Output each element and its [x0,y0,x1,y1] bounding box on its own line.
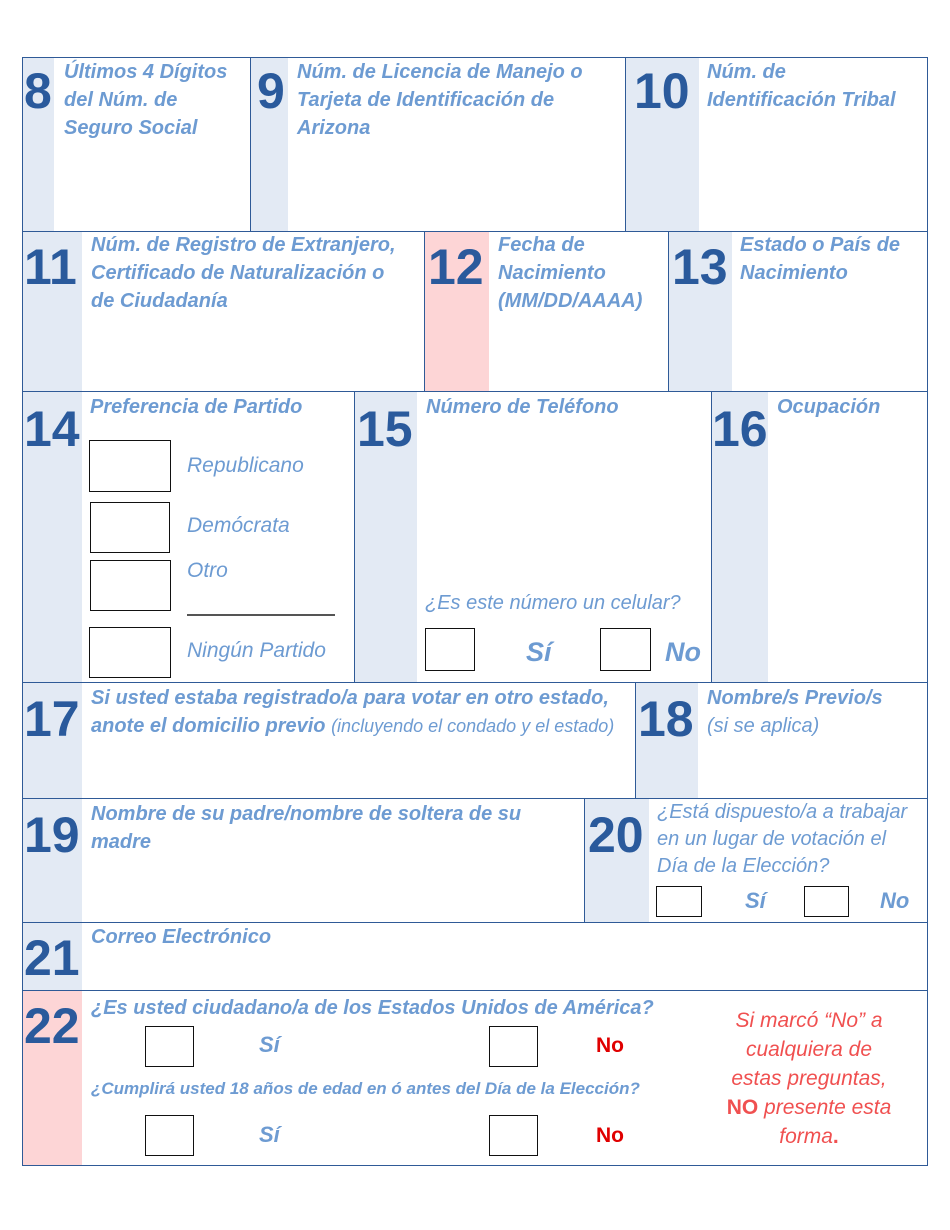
ineligibility-warning: Si marcó “No” a cualquiera de estas preguntas, NO presente esta forma. [726,1009,892,1148]
age-no-label: No [596,1124,624,1147]
field-label: Correo Electrónico [91,926,272,948]
field-number: 9 [257,63,285,119]
no-party-label: Ningún Partido [187,639,326,662]
field-label: Nombre de su padre/nombre de soltera de su madre [91,803,522,853]
citizen-yes-checkbox[interactable] [145,1026,194,1067]
field-label: Número de Teléfono [426,396,619,418]
democrat-checkbox[interactable] [90,502,170,553]
field-number: 11 [24,239,77,295]
republican-label: Republicano [187,454,304,477]
field-label: ¿Está dispuesto/a a trabajar en un lugar de votación el Día de la Elección? [657,801,908,877]
field-number: 18 [638,691,694,747]
field-label: Núm. de Licencia de Manejo o Tarjeta de Identificación de Arizona [297,61,583,139]
field-number: 22 [24,998,80,1054]
field-label: Últimos 4 Dígitos del Núm. de Seguro Social [64,61,228,139]
no-party-checkbox[interactable] [89,627,171,678]
field-number: 10 [634,63,690,119]
field-number: 13 [672,239,728,295]
field-label: Ocupación [777,396,881,418]
age-question: ¿Cumplirá usted 18 años de edad en ó antes del Día de la Elección? [91,1079,640,1098]
cell-no-label: No [665,637,701,667]
age-yes-checkbox[interactable] [145,1115,194,1156]
cell-question: ¿Es este número un celular? [425,592,681,614]
cell-yes-label: Sí [526,637,552,667]
citizen-question: ¿Es usted ciudadano/a de los Estados Unidos de América? [91,997,654,1019]
field-label: Núm. de Identificación Tribal [707,61,896,111]
field-number: 16 [712,401,768,457]
field-number: 19 [24,807,80,863]
other-label: Otro [187,559,228,582]
field-label: Nombre/s Previo/s (si se aplica) [707,687,883,737]
republican-checkbox[interactable] [89,440,171,492]
field-number: 21 [24,930,80,986]
democrat-label: Demócrata [187,514,290,537]
poll-worker-no-checkbox[interactable] [804,886,849,917]
field-number: 17 [24,691,80,747]
field-label: Núm. de Registro de Extranjero, Certificado de Naturalización o de Ciudadanía [91,234,396,312]
other-party-line[interactable] [187,614,335,616]
cell-no-checkbox[interactable] [600,628,651,671]
poll-worker-no-label: No [880,888,910,913]
field-label: Estado o País de Nacimiento [740,234,901,284]
other-checkbox[interactable] [90,560,171,611]
citizen-yes-label: Sí [259,1032,280,1057]
citizen-no-label: No [596,1034,624,1057]
field-number: 15 [357,401,413,457]
field-label: Preferencia de Partido [90,396,303,418]
field-number: 14 [24,401,80,457]
field-label: Fecha de Nacimiento (MM/DD/AAAA) [498,234,643,312]
age-yes-label: Sí [259,1122,280,1147]
field-number: 12 [428,239,484,295]
field-number: 8 [24,63,52,119]
poll-worker-yes-label: Sí [745,888,766,913]
cell-yes-checkbox[interactable] [425,628,475,671]
poll-worker-yes-checkbox[interactable] [656,886,702,917]
age-no-checkbox[interactable] [489,1115,538,1156]
field-number: 20 [588,807,644,863]
field-label: Si usted estaba registrado/a para votar en otro estado, anote el domicilio previo (incluyendo el condado y el estado) [91,687,615,737]
citizen-no-checkbox[interactable] [489,1026,538,1067]
